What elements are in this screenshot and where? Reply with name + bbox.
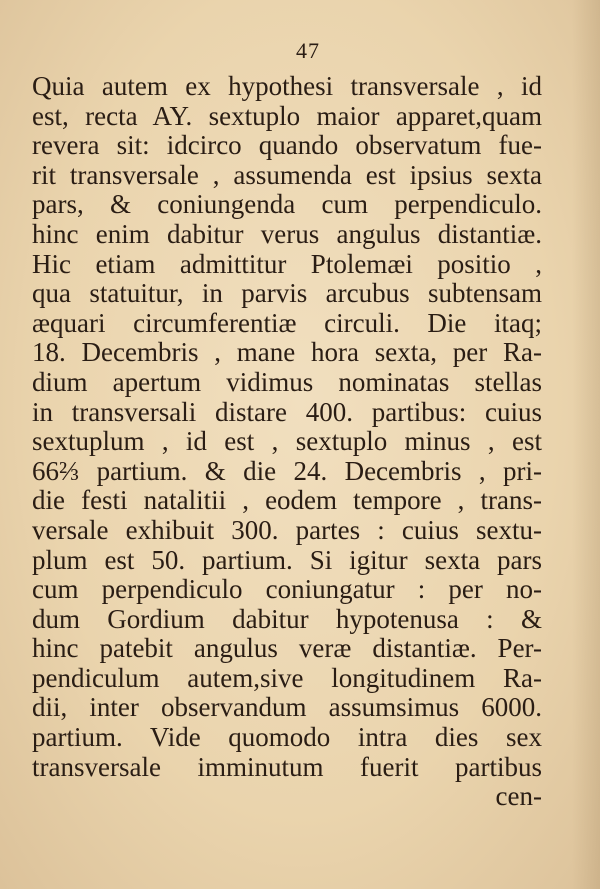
text-line: rit transversale , assumenda est ipsius sexta xyxy=(32,160,542,190)
text-line: transversale imminutum fuerit partibus xyxy=(32,752,542,782)
text-line: hinc enim dabitur verus angulus distantiæ. xyxy=(32,219,542,249)
body-text xyxy=(32,72,542,812)
text-line: 66⅔ partium. & die 24. Decembris , pri- xyxy=(32,456,542,486)
text-line: dium apertum vidimus nominatas stellas xyxy=(32,367,542,397)
catchword: cen- xyxy=(495,782,542,812)
page-number: 47 xyxy=(296,38,320,63)
text-line: hinc patebit angulus veræ distantiæ. Per- xyxy=(32,634,542,664)
text-line: æquari circumferentiæ circuli. Die itaq; xyxy=(32,308,542,338)
text-line: 18. Decembris , mane hora sexta, per Ra- xyxy=(32,338,542,368)
text-line: est, recta AY. sextuplo maior apparet,quam xyxy=(32,101,542,131)
text-line: dii, inter observandum assumsimus 6000. xyxy=(32,693,542,723)
page-edge-shadow xyxy=(572,0,600,889)
text-line: plum est 50. partium. Si igitur sexta pars xyxy=(32,545,542,575)
text-line: sextuplum , id est , sextuplo minus , est xyxy=(32,427,542,457)
text-line: Hic etiam admittitur Ptolemæi positio , xyxy=(32,249,542,279)
text-line: cum perpendiculo coniungatur : per no- xyxy=(32,575,542,605)
text-line: dum Gordium dabitur hypotenusa : & xyxy=(32,604,542,634)
text-line: revera sit: idcirco quando observatum fue- xyxy=(32,131,542,161)
text-line: pendiculum autem,sive longitudinem Ra- xyxy=(32,663,542,693)
text-line: die festi natalitii , eodem tempore , trans- xyxy=(32,486,542,516)
text-line: pars, & coniungenda cum perpendiculo. xyxy=(32,190,542,220)
text-line: in transversali distare 400. partibus: cuius xyxy=(32,397,542,427)
text-line: qua statuitur, in parvis arcubus subtensam xyxy=(32,279,542,309)
text-line: Quia autem ex hypothesi transversale , id xyxy=(32,72,542,101)
text-line: versale exhibuit 300. partes : cuius sextu- xyxy=(32,515,542,545)
text-line: partium. Vide quomodo intra dies sex xyxy=(32,723,542,753)
